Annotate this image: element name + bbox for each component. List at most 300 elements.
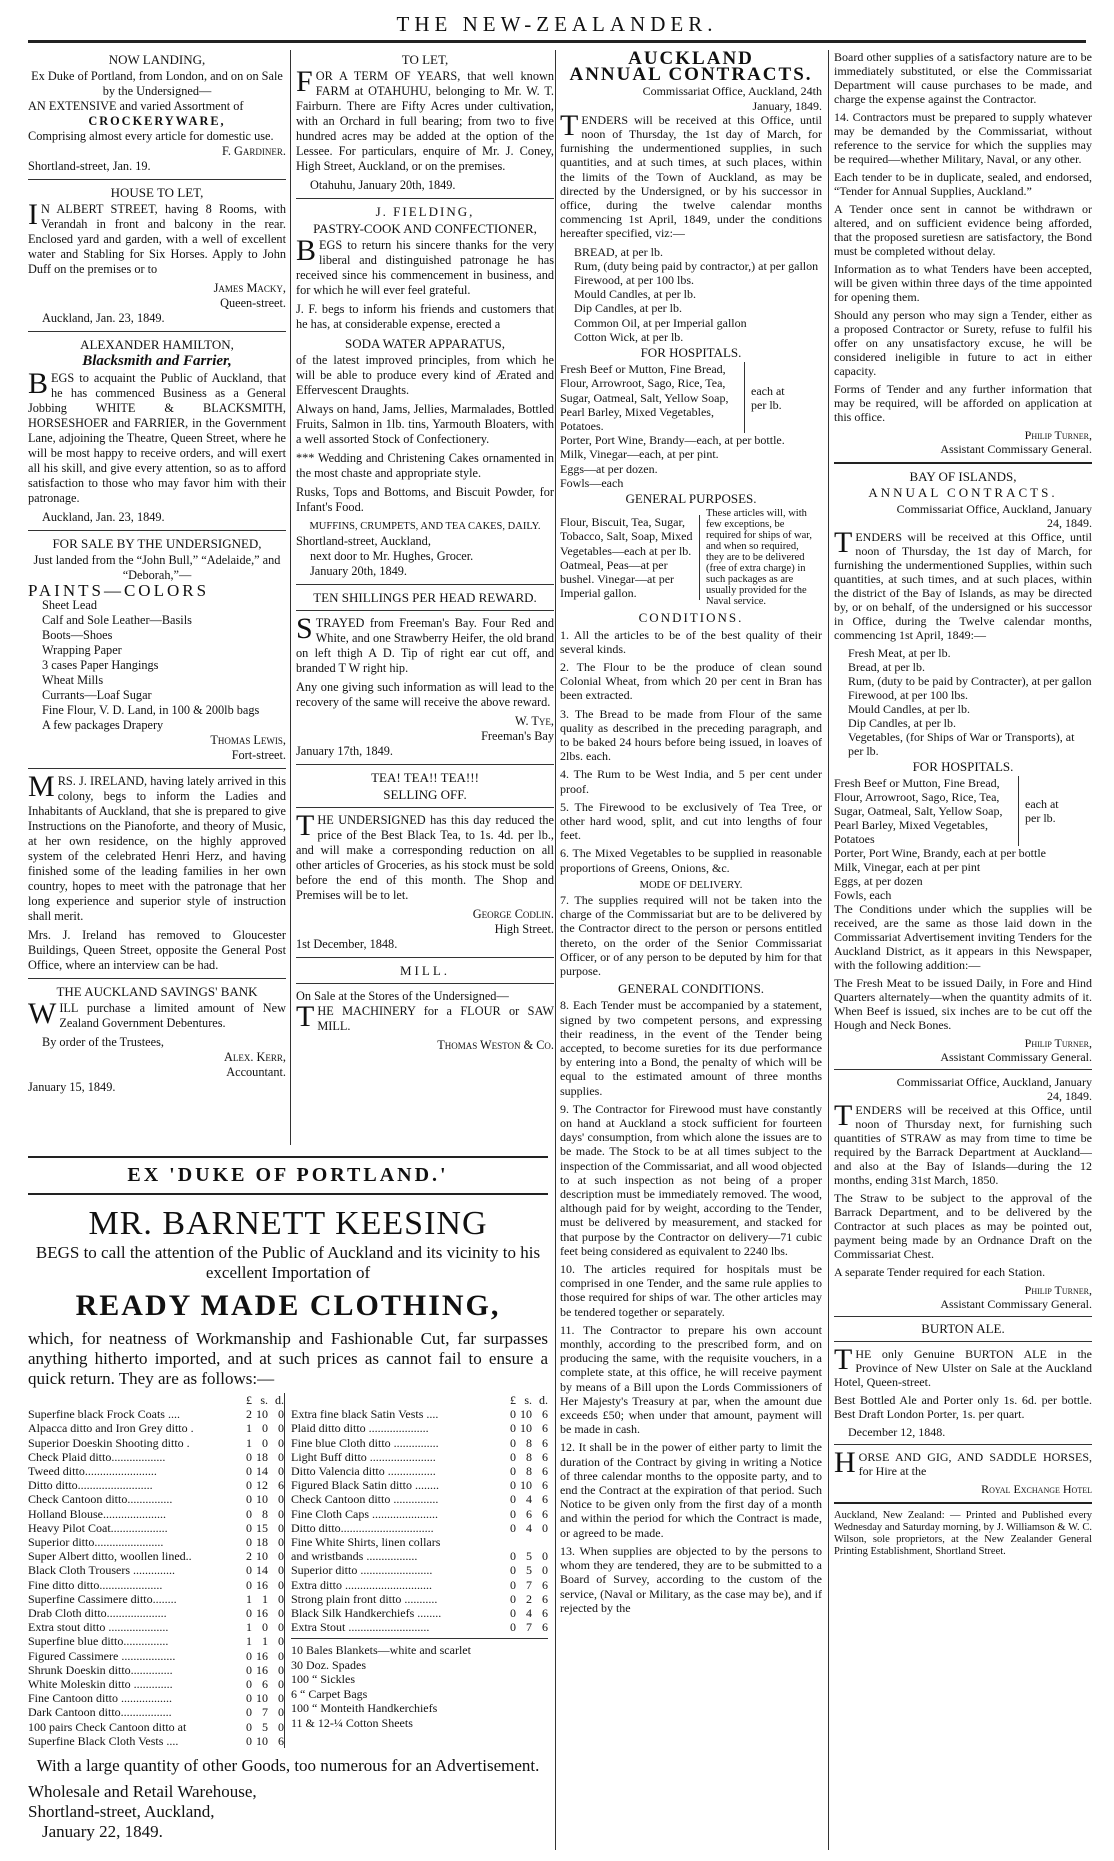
condition: 8. Each Tender must be accompanied by a statement, signed by two competent persons, and expressing their readiness, in the event of the Tender being accepted, to become sureties for its due performance by entering into a Bond, the penalty of which will be equal to the estimated amount of three months supplies. xyxy=(560,998,822,1098)
signature: Alex. Kerr, xyxy=(224,1050,286,1064)
item-name: Superior Doeskin Shooting ditto . xyxy=(28,1435,190,1450)
price-cell: 0 xyxy=(510,1577,516,1592)
section-heading: AUCKLAND xyxy=(628,50,754,69)
ad-heading: TEA! TEA!! TEA!!! xyxy=(371,770,479,785)
price-cell xyxy=(532,1535,548,1549)
price-row xyxy=(291,1535,548,1549)
item-name: Extra ditto ............................. xyxy=(291,1577,432,1592)
price-cell: 0 xyxy=(246,1535,252,1550)
ad-heading: HOUSE TO LET, xyxy=(110,185,204,200)
price-cell: 2 xyxy=(246,1407,252,1422)
item-name: Shrunk Doeskin ditto.............. xyxy=(28,1662,173,1677)
price-cell: 0 xyxy=(278,1535,284,1550)
list-item: Wheat Mills xyxy=(42,673,104,687)
price-cell: 6 xyxy=(542,1478,548,1493)
signature: Royal Exchange Hotel xyxy=(981,1482,1092,1496)
price-row xyxy=(28,1563,285,1577)
item-name: Extra Stout ........................... xyxy=(291,1620,430,1635)
ad-heading: ALEXANDER HAMILTON, xyxy=(80,337,234,352)
item-name: Ditto ditto............................... xyxy=(291,1520,434,1535)
brace-label: each at per lb. xyxy=(751,383,785,412)
price-cell: 0 xyxy=(278,1492,284,1507)
ad-body: Mrs. J. Ireland has removed to Gloucester Buildings, Queen Street, opposite the General Post Office, where an interview can be had. xyxy=(28,928,286,972)
price-cell: 0 xyxy=(278,1407,284,1422)
price-cell: 0 xyxy=(510,1449,516,1464)
price-cell: 6 xyxy=(262,1677,268,1692)
item-name: Figured Black Satin ditto ........ xyxy=(291,1478,439,1493)
office-dateline: Commissariat Office, Auckland, 24th January, 1849. xyxy=(642,84,822,113)
price-cell: 0 xyxy=(278,1648,284,1663)
price-cell: 0 xyxy=(510,1506,516,1521)
section-subheading: MODE OF DELIVERY. xyxy=(639,879,743,891)
ad-heading: J. FIELDING, xyxy=(375,204,475,219)
price-cell: 6 xyxy=(542,1421,548,1436)
price-cell: 5 xyxy=(526,1563,532,1578)
price-row xyxy=(291,1464,548,1478)
price-cell: 10 xyxy=(520,1421,532,1436)
ad-title: READY MADE CLOTHING, xyxy=(75,1289,501,1322)
ad-body: THE MACHINERY for a FLOUR or SAW MILL. xyxy=(296,1000,554,1033)
price-cell: 1 xyxy=(246,1620,252,1635)
column-rule xyxy=(555,50,556,1850)
item-name: Check Cantoon ditto............... xyxy=(28,1492,173,1507)
list-item: Milk, Vinegar, each at per pint xyxy=(834,860,981,874)
price-row xyxy=(291,1549,548,1563)
price-cell: 0 xyxy=(510,1549,516,1564)
item-name: Heavy Pilot Coat................... xyxy=(28,1520,168,1535)
price-cell: 2 xyxy=(526,1591,532,1606)
price-cell: 0 xyxy=(510,1563,516,1578)
price-row xyxy=(291,1436,548,1450)
price-row xyxy=(291,1407,548,1421)
printer-imprint: Auckland, New Zealand: — Printed and Published every Wednesday and Saturday morning, by J. Williamson & W. C. Wilson, sole proprietors, at the New Zealander General Printing Establishment, Shortland Street. xyxy=(834,1510,1092,1557)
price-row xyxy=(291,1507,548,1521)
list-item: Fresh Meat, at per lb. xyxy=(848,646,951,660)
price-cell: 10 xyxy=(520,1407,532,1422)
price-cell: 0 xyxy=(278,1620,284,1635)
price-cell: 5 xyxy=(262,1719,268,1734)
ad-subheading: SELLING OFF. xyxy=(383,787,467,802)
condition: 1. All the articles to be of the best quality of their several kinds. xyxy=(560,627,822,656)
item-name: Alpacca ditto and Iron Grey ditto . xyxy=(28,1421,194,1436)
price-cell: 0 xyxy=(246,1478,252,1493)
price-cell: 1 xyxy=(246,1634,252,1649)
notice-body: Forms of Tender and any further information that may be required, will be afforded on application at this office. xyxy=(834,382,1092,424)
price-cell: 16 xyxy=(256,1648,268,1663)
price-cell: 4 xyxy=(526,1492,532,1507)
price-cell: 7 xyxy=(262,1705,268,1720)
ad-heading: NOW LANDING, xyxy=(108,52,206,67)
price-cell: 0 xyxy=(246,1677,252,1692)
masthead xyxy=(0,0,1114,44)
column-rule xyxy=(828,50,829,1850)
ad-date: January 17th, 1849. xyxy=(296,744,393,758)
price-cell: 15 xyxy=(256,1520,268,1535)
column-4 xyxy=(834,50,1092,1850)
price-cell: 7 xyxy=(526,1577,532,1592)
price-list xyxy=(28,1393,548,1748)
price-cell: 1 xyxy=(246,1421,252,1436)
price-cell: 1 xyxy=(262,1591,268,1606)
price-cell: 6 xyxy=(542,1407,548,1422)
price-row xyxy=(28,1691,285,1705)
price-cell: 10 xyxy=(256,1733,268,1748)
price-cell: 0 xyxy=(510,1464,516,1479)
list-item: Calf and Sole Leather—Basils xyxy=(42,613,192,627)
price-row xyxy=(291,1563,548,1577)
list-item: Mould Candles, at per lb. xyxy=(574,287,696,302)
item-name: Figured Cassimere .................. xyxy=(28,1648,176,1663)
price-cell: 0 xyxy=(278,1691,284,1706)
item-name: Plaid ditto ditto .................... xyxy=(291,1421,429,1436)
item-name: Drab Cloth ditto.................... xyxy=(28,1606,167,1621)
price-cell: 7 xyxy=(526,1620,532,1635)
section-subheading: CONDITIONS. xyxy=(638,610,744,626)
ad-date: Auckland, Jan. 23, 1849. xyxy=(42,311,165,325)
price-cell: 0 xyxy=(246,1662,252,1677)
price-cell: 14 xyxy=(256,1563,268,1578)
price-cell: 0 xyxy=(510,1492,516,1507)
price-cell: 0 xyxy=(246,1577,252,1592)
brace-items: Fresh Beef or Mutton, Fine Bread, Flour, Arrowroot, Sago, Rice, Tea, Sugar, Oatmeal, Salt, Yellow Soap, Pearl Barley, Mixed Vegetables, Potatoes xyxy=(834,776,1019,846)
price-cell: 0 xyxy=(510,1606,516,1621)
price-row xyxy=(291,1592,548,1606)
item-name: Fine White Shirts, linen collars xyxy=(291,1535,441,1550)
price-cell: 0 xyxy=(510,1591,516,1606)
list-item: Bread, at per lb. xyxy=(848,660,925,674)
list-item: BREAD, at per lb. xyxy=(574,244,663,259)
ad-body: J. F. begs to inform his friends and customers that he has, at considerable expense, erected a xyxy=(296,302,554,331)
price-cell: 6 xyxy=(278,1478,284,1493)
item-name: Extra fine black Satin Vests .... xyxy=(291,1407,439,1422)
item-name: Superfine blue ditto............... xyxy=(28,1634,169,1649)
condition: 5. The Firewood to be exclusively of Tea Tree, or other hard wood, split, and cut into lengths of four feet. xyxy=(560,799,822,843)
condition: 12. It shall be in the power of either party to limit the duration of the Contract by giving in writing a Notice of three calendar months to the opposite party, and to end the Contract at the expiration of that period. Such Notice to be given only from the first day of a month and within the period for which the Contract is made, or agreed to be made. xyxy=(560,1440,822,1540)
section-subheading: FOR HOSPITALS. xyxy=(912,759,1014,774)
price-cell: 10 xyxy=(256,1549,268,1564)
ad-body: WILL purchase a limited amount of New Zealand Government Debentures. xyxy=(28,997,286,1030)
ad-body: *** Wedding and Christening Cakes ornamented in the most chaste and appropriate style. xyxy=(296,451,554,480)
ad-date: January 22, 1849. xyxy=(42,1822,163,1842)
price-row xyxy=(28,1634,285,1648)
price-cell: 0 xyxy=(246,1733,252,1748)
price-row xyxy=(28,1436,285,1450)
price-row xyxy=(28,1620,285,1634)
signature: Thomas Lewis, xyxy=(210,733,286,747)
column-3 xyxy=(560,50,822,1850)
ad-more-goods: With a large quantity of other Goods, too numerous for an Advertisement. xyxy=(36,1756,540,1776)
price-cell: 0 xyxy=(278,1705,284,1720)
condition: 2. The Flour to be the produce of clean sound Colonial Wheat, from which 20 per cent in Bran has been extracted. xyxy=(560,659,822,703)
ad-body: HORSE AND GIG, AND SADDLE HORSES, for Hire at the xyxy=(834,1446,1092,1479)
price-cell: 0 xyxy=(278,1677,284,1692)
ad-address: Wholesale and Retail Warehouse, xyxy=(28,1782,257,1802)
ad-heading: BURTON ALE. xyxy=(921,1321,1005,1336)
condition: 13. When supplies are objected to by the persons to whom they are tendered, they are to be submitted to a Board of Survey, according to the custom of the service, (Naval or Military, as the case may be), and if rejected by the xyxy=(560,1543,822,1615)
list-item: Common Oil, at per Imperial gallon xyxy=(574,315,747,330)
price-cell: 14 xyxy=(256,1464,268,1479)
ad-body: Best Bottled Ale and Porter only 1s. 6d. per bottle. Best Draft London Porter, 1s. per quart. xyxy=(834,1393,1092,1421)
brace-note: These articles will, with few exceptions, be required for ships of war, and when so required, they are to be delivered (free of extra charge) in such packages as are usually provided for the Naval service. xyxy=(706,508,813,608)
price-cell: 18 xyxy=(256,1449,268,1464)
price-cell: 5 xyxy=(526,1549,532,1564)
brace-label: each at per lb. xyxy=(1025,797,1059,825)
hospital-items-2 xyxy=(560,433,822,490)
notice-body: The Fresh Meat to be issued Daily, in Fore and Hind Quarters alternately—when the quantity admits of it. When Beef is issued, six inches are to be cut off the Hough and Neck Bones. xyxy=(834,976,1092,1032)
signature: Philip Turner, xyxy=(1024,1283,1092,1297)
list-item: 10 Bales Blankets—white and scarlet xyxy=(291,1643,471,1658)
list-item: Eggs—at per dozen. xyxy=(560,461,658,476)
price-cell: 10 xyxy=(520,1478,532,1493)
item-name: Superior ditto ........................ xyxy=(291,1563,433,1578)
item-name: Holland Blouse..................... xyxy=(28,1506,166,1521)
price-cell: 0 xyxy=(278,1449,284,1464)
ad-heading: TO LET, xyxy=(401,52,449,67)
price-cell: 0 xyxy=(278,1421,284,1436)
list-item: Sheet Lead xyxy=(42,598,97,612)
price-cell: 0 xyxy=(542,1549,548,1564)
price-cell: 10 xyxy=(256,1691,268,1706)
price-cell: 2 xyxy=(246,1549,252,1564)
price-row xyxy=(28,1734,285,1748)
price-cell: 6 xyxy=(542,1492,548,1507)
list-item: 30 Doz. Spades xyxy=(291,1657,366,1672)
signature: Philip Turner, xyxy=(1024,1036,1092,1050)
ad-date: January 20th, 1849. xyxy=(310,564,407,578)
ad-heading: TEN SHILLINGS PER HEAD REWARD. xyxy=(313,590,537,605)
ad-body: STRAYED from Freeman's Bay. Four Red and White, and one Strawberry Heifer, the old brand on left thigh A D. Tip of right ear cut off, and branded T W right hip. xyxy=(296,612,554,675)
list-item: Porter, Port Wine, Brandy, each at per bottle xyxy=(834,846,1046,860)
price-cell: 1 xyxy=(246,1591,252,1606)
price-row xyxy=(28,1578,285,1592)
price-cell: 0 xyxy=(246,1691,252,1706)
price-table-right: £ s. d. Extra fine black Satin Vests .... 0 10 6 Plaid ditto ditto .................... 0 10 6 Fine blue Cloth ditto ............... 0 8 6 Light Buff ditto ...................... 0 8 6 Ditto Valencia ditto ................ 0 8 6 Figured Black Satin ditto ........ 0 10 6 Check Cantoon ditto ............... 0 4 6 Fine Cloth Caps ...................... 0 6 6 Ditto ditto............................... 0 4 0 Fine White Shirts, linen collars and wristbands ................. 0 5 0 Superior ditto ........................ 0 5 0 Extra ditto ............................. 0 7 6 Strong plain front ditto ........... 0 2 6 Black Silk Handkerchiefs ........ 0 4 6 Extra Stout ........................... 0 7 6 xyxy=(291,1393,548,1635)
ad-body: MRS. J. IRELAND, having lately arrived in this colony, begs to inform the Ladies and Inhabitants of Auckland, that she is prepared to give Instructions on the Pianoforte, and theory of Music, at her own residence, on the highly approved system of the celebrated Henri Herz, and having finished some of the leading families in her own country, hopes to meet with the patronage that her long experience and superior style of instruction shall merit. xyxy=(28,770,286,923)
price-cell: 0 xyxy=(510,1520,516,1535)
masthead-rule xyxy=(28,40,1086,43)
ad-text: On Sale at the Stores of the Undersigned— xyxy=(296,989,509,1003)
item-name: Tweed ditto........................ xyxy=(28,1464,157,1479)
ad-body: BEGS to acquaint the Public of Auckland, that he has commenced Business as a General Jobbing WHITE & BLACKSMITH, HORSESHOER and FARRIER, in the Government Lane, adjoining the Theatre, Queen Street, where he will be most happy to receive orders, and will exert all his skill, and give every attention, so as to afford satisfaction to those who may favor him with their patronage. xyxy=(28,367,286,505)
price-row xyxy=(291,1521,548,1535)
condition: 10. The articles required for hospitals must be comprised in one Tender, and the same rule applies to those required for ships of war. The other articles may be tendered together or separately. xyxy=(560,1262,822,1319)
column-1 xyxy=(28,50,286,1140)
ad-text: Ex Duke of Portland, from London, and on on Sale by the Undersigned— xyxy=(31,69,283,98)
price-row xyxy=(28,1649,285,1663)
price-row xyxy=(28,1606,285,1620)
item-name: Ditto ditto......................... xyxy=(28,1478,153,1493)
price-cell: 0 xyxy=(542,1520,548,1535)
signature-title: Assistant Commissary General. xyxy=(940,1050,1092,1064)
ad-body: THE only Genuine BURTON ALE in the Province of New Ulster on Sale at the Auckland Hotel, Queen-street. xyxy=(834,1343,1092,1389)
price-cell: 6 xyxy=(278,1733,284,1748)
list-item: Rum, (duty to be paid by Contracter), at per gallon xyxy=(848,674,1092,688)
ad-heading: FOR SALE BY THE UNDERSIGNED, xyxy=(52,536,262,551)
office-dateline: Commissariat Office, Auckland, January 24, 1849. xyxy=(896,502,1092,530)
notice-body: TENDERS will be received at this Office, until noon of Thursday, the 1st day of March, for furnishing the undermentioned supplies, in such quantities, and at such times, at such places, within the limits of the Town of Auckland, as may be directed by the Undersigned, or by his successor in office, during the twelve calendar months commencing 1st April, 1849, under the conditions hereafter specified, viz:— xyxy=(560,108,822,241)
ad-date: Auckland, Jan. 23, 1849. xyxy=(42,510,165,524)
price-row xyxy=(28,1592,285,1606)
price-cell: 8 xyxy=(526,1464,532,1479)
price-cell: 0 xyxy=(278,1591,284,1606)
price-row xyxy=(28,1705,285,1719)
price-cell: 0 xyxy=(278,1520,284,1535)
notice-body: The Conditions under which the supplies will be received, are the same as those laid down in the Commissariat Advertisement inviting Tenders for the Auckland District, as it appears in this Newspaper, with the following addition:— xyxy=(834,902,1092,972)
list-item: Dip Candles, at per lb. xyxy=(574,301,682,316)
list-item: Dip Candles, at per lb. xyxy=(848,716,956,730)
list-item: A few packages Drapery xyxy=(42,718,164,732)
general-purpose-items xyxy=(560,508,822,607)
ad-address: Shortland-street, Auckland, xyxy=(296,534,431,548)
item-name: Strong plain front ditto ........... xyxy=(291,1591,438,1606)
condition: 11. The Contractor to prepare his own account monthly, according to the prescribed form, and on producing the same, with the requisite vouchers, in a complete state, at this office, he will receive payment by means of a Bill upon the Lords Commissioners of Her Majesty's Treasury at par, when the amount due exceeds £50; when under that amount, payment will be made in cash. xyxy=(560,1322,822,1437)
price-cell: 0 xyxy=(542,1563,548,1578)
price-cell: 1 xyxy=(246,1435,252,1450)
price-row xyxy=(28,1677,285,1691)
price-cell: 0 xyxy=(246,1719,252,1734)
ad-subheading: PASTRY-COOK AND CONFECTIONER, xyxy=(313,221,537,236)
price-cell: 6 xyxy=(542,1464,548,1479)
list-item: Fowls, each xyxy=(834,888,892,902)
section-subheading: FOR HOSPITALS. xyxy=(640,345,742,361)
item-name: Black Cloth Trousers .............. xyxy=(28,1563,176,1578)
ad-intro: BEGS to call the attention of the Public of Auckland and its vicinity to his excellent Importation of xyxy=(35,1243,541,1282)
hospital-items-2 xyxy=(834,846,1092,902)
ad-date: January 15, 1849. xyxy=(28,1080,116,1094)
ad-title: CROCKERYWARE, xyxy=(88,114,226,128)
price-cell: 1 xyxy=(262,1634,268,1649)
price-cell: 6 xyxy=(542,1435,548,1450)
price-cell: 6 xyxy=(542,1449,548,1464)
item-name: Extra stout ditto .................... xyxy=(28,1620,169,1635)
price-cell: 0 xyxy=(278,1563,284,1578)
price-cell: 0 xyxy=(246,1606,252,1621)
condition: 6. The Mixed Vegetables to be supplied in reasonable proportions of Greens, Onions, &c. xyxy=(560,846,822,875)
ad-banner: EX 'DUKE OF PORTLAND.' xyxy=(127,1164,449,1186)
list-item: Milk, Vinegar—each, at per pint. xyxy=(560,447,719,462)
item-name: Superfine Cassimere ditto........ xyxy=(28,1591,177,1606)
price-table-left: £ s. d. Superfine black Frock Coats .... 2 10 0 Alpacca ditto and Iron Grey ditto . 1 0 0 Superior Doeskin Shooting ditto . 1 0 0 Check Plaid ditto.................. 0 18 0 Tweed ditto........................ 0 14 0 Ditto ditto......................... 0 12 6 Check Cantoon ditto............... 0 10 0 Holland Blouse..................... 0 8 0 Heavy Pilot Coat................... 0 15 0 Superior ditto....................... 0 18 0 Super Albert ditto, woollen lined.. 2 10 0 Black Cloth Trousers .............. 0 14 0 Fine ditto ditto..................... 0 16 0 Superfine Cassimere ditto........ 1 1 0 Drab Cloth ditto.................... 0 16 0 Extra stout ditto .................... 1 0 0 Superfine blue ditto............... 1 1 0 Figured Cassimere .................. 0 16 0 Shrunk Doeskin ditto.............. 0 16 0 White Moleskin ditto ............. 0 6 0 Fine Cantoon ditto ................. 0 10 0 Dark Cantoon ditto................. 0 7 0 100 pairs Check Cantoon ditto at 0 5 0 Superfine Black Cloth Vests .... 0 10 6 xyxy=(28,1393,284,1748)
ad-text: AN EXTENSIVE and varied Assortment of xyxy=(28,99,244,113)
signature: Philip Turner, xyxy=(1024,428,1092,442)
signature: Thomas Weston & Co. xyxy=(437,1038,554,1052)
ad-subheading: SODA WATER APPARATUS, xyxy=(344,336,506,351)
condition: 9. The Contractor for Firewood must have constantly on hand at Auckland a stock sufficient for fourteen days' consumption, from which alone the issues are to be made. The Stock to be at all times subject to the inspection of the Commissariat, and all wood objected to at such inspection as not being of a proper description must be immediately removed. The wood, although paid for by weight, according to the Tender, must be delivered by measurement, and stacked for that purpose by the Contractor on delivery—71 cubic feet being considered as equivalent to 2240 lbs. xyxy=(560,1101,822,1258)
price-row xyxy=(28,1549,285,1563)
signature-place: Freeman's Bay xyxy=(481,729,554,743)
list-item: 6 “ Carpet Bags xyxy=(291,1686,368,1701)
signature: F. Gardiner. xyxy=(222,144,286,158)
signature-place: Fort-street. xyxy=(231,748,286,762)
item-name: 100 pairs Check Cantoon ditto at xyxy=(28,1719,187,1734)
price-row xyxy=(291,1606,548,1620)
price-cell: 0 xyxy=(246,1563,252,1578)
price-cell: 8 xyxy=(526,1435,532,1450)
price-cell: 16 xyxy=(256,1577,268,1592)
ad-address: next door to Mr. Hughes, Grocer. xyxy=(310,549,474,563)
price-row xyxy=(28,1720,285,1734)
price-cell: 0 xyxy=(278,1577,284,1592)
condition: 4. The Rum to be West India, and 5 per cent under proof. xyxy=(560,767,822,796)
ad-text: Comprising almost every article for domestic use. xyxy=(28,129,274,143)
item-name: Fine Cloth Caps ...................... xyxy=(291,1506,439,1521)
price-cell: 6 xyxy=(542,1506,548,1521)
price-cell: 0 xyxy=(510,1407,516,1422)
ad-heading: MILL. xyxy=(399,963,451,978)
ad-body: of the latest improved principles, from which he will be able to produce every kind of Ærated and Effervescent Draughts. xyxy=(296,353,554,397)
notice-body: TENDERS will be received at this Office, until noon of Thursday, the 1st day of March, for furnishing the undermentioned Supplies, within such quantities, at such times, and at such places, within the district of the Bay of Islands, as may be directed by, or on behalf, of the undersigned or his successor in Office, during the Twelve calendar months, commencing 1st April, 1849:— xyxy=(834,526,1092,642)
price-row xyxy=(291,1492,548,1506)
price-row xyxy=(28,1507,285,1521)
price-row xyxy=(28,1663,285,1677)
item-name: Dark Cantoon ditto................. xyxy=(28,1705,172,1720)
list-item: Eggs, at per dozen xyxy=(834,874,923,888)
price-cell: 6 xyxy=(542,1591,548,1606)
signature: W. Tye, xyxy=(515,714,554,728)
item-name: Ditto Valencia ditto ................ xyxy=(291,1464,436,1479)
signature-title: Assistant Commissary General. xyxy=(940,442,1092,456)
section-subheading: GENERAL CONDITIONS. xyxy=(617,981,765,997)
price-row xyxy=(28,1535,285,1549)
signature-place: High Street. xyxy=(494,922,554,936)
price-cell: 0 xyxy=(278,1634,284,1649)
ad-body: IN ALBERT STREET, having 8 Rooms, with Verandah in front and balcony in the rear. Enclosed yard and garden, with a well of excellent water and Stabling for Six Horses. Apply to John Duff on the premises or to xyxy=(28,198,286,276)
item-name: Superior ditto....................... xyxy=(28,1535,164,1550)
item-name: Fine Cantoon ditto ................. xyxy=(28,1691,172,1706)
price-cell: 0 xyxy=(262,1620,268,1635)
ad-note: MUFFINS, CRUMPETS, AND TEA CAKES, DAILY. xyxy=(309,521,541,532)
price-cell: 0 xyxy=(278,1435,284,1450)
item-list xyxy=(28,598,286,733)
ad-description: which, for neatness of Workmanship and Fashionable Cut, far surpasses anything hitherto imported, and at such prices as cannot fail to ensure a quick return. They are as follows:— xyxy=(28,1329,548,1388)
price-cell: 0 xyxy=(246,1492,252,1507)
hospital-items xyxy=(834,776,1092,846)
condition: 3. The Bread to be made from Flour of the same quality as described in the preceding paragraph, and to be baked 24 hours before being issued, in loaves of 2lbs. each. xyxy=(560,706,822,764)
price-cell: 6 xyxy=(526,1506,532,1521)
price-row xyxy=(28,1478,285,1492)
price-row xyxy=(291,1450,548,1464)
condition: 7. The supplies required will not be taken into the charge of the Commissariat but are to be delivered by the Contractor direct to the person or persons entitled thereto, on the order of the Senior Commissariat Officer, or of any person to be deputed by him for that purpose. xyxy=(560,892,822,978)
price-row xyxy=(28,1492,285,1506)
notice-body: The Straw to be subject to the approval of the Barrack Department, and to be delivered by the Contractor at such places as may be pointed out, payment being made by an Ordnance Draft on the Commissariat Chest. xyxy=(834,1191,1092,1261)
list-item: Porter, Port Wine, Brandy—each, at per bottle. xyxy=(560,433,785,448)
signature: James Macky, xyxy=(213,281,286,295)
ad-heading: THE AUCKLAND SAVINGS' BANK xyxy=(56,984,258,999)
item-name: Superfine Black Cloth Vests .... xyxy=(28,1733,179,1748)
notice-body: 14. Contractors must be prepared to supply whatever may be demanded by the Commissariat, without reference to the service for which the supplies may be required—whether Military, Naval, or any other. xyxy=(834,110,1092,166)
ad-address: Shortland-street, Auckland, xyxy=(28,1802,215,1822)
price-cell: 0 xyxy=(278,1464,284,1479)
price-cell: 8 xyxy=(262,1506,268,1521)
price-row xyxy=(28,1521,285,1535)
ad-body: Any one giving such information as will lead to the recovery of the same will receive the above reward. xyxy=(296,680,554,709)
list-item: Fowls—each xyxy=(560,475,624,490)
price-cell xyxy=(500,1535,516,1549)
item-name: Fine ditto ditto..................... xyxy=(28,1577,163,1592)
price-cell: 0 xyxy=(246,1506,252,1521)
notice-body: Information as to what Tenders have been accepted, will be given within three days of the time appointed for opening them. xyxy=(834,262,1092,304)
price-row xyxy=(28,1450,285,1464)
price-row xyxy=(291,1578,548,1592)
price-cell: 10 xyxy=(256,1407,268,1422)
signature-title: Accountant. xyxy=(226,1065,286,1079)
price-cell: 12 xyxy=(256,1478,268,1493)
ad-body: Always on hand, Jams, Jellies, Marmalades, Bottled Fruits, Salmon in 1lb. tins, Yarmouth Bloaters, with a well assorted Stock of Confectionery. xyxy=(296,402,554,446)
item-name: Light Buff ditto ...................... xyxy=(291,1449,436,1464)
price-cell: 0 xyxy=(246,1464,252,1479)
price-cell: 0 xyxy=(278,1506,284,1521)
ad-body: THE UNDERSIGNED has this day reduced the price of the Best Black Tea, to 1s. 4d. per lb., and will make a corresponding reduction on all other articles of Groceries, as his stock must be sold before the end of this month. The Shop and Premises will be to let. xyxy=(296,809,554,902)
